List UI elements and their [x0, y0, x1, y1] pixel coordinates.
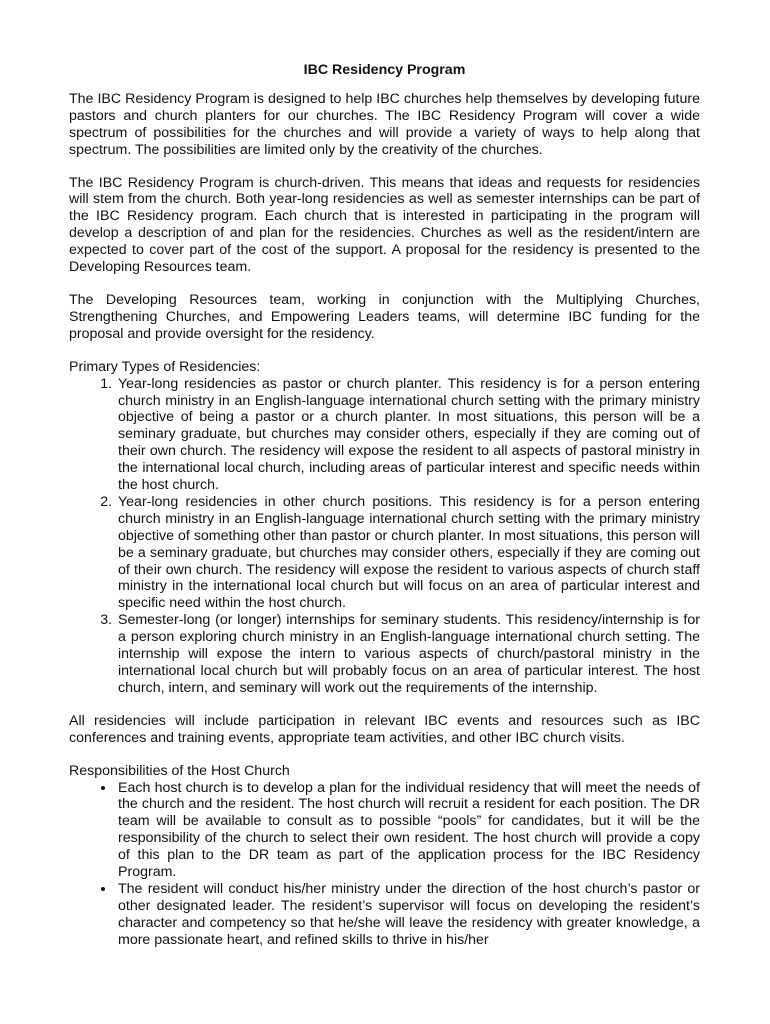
host-church-item: • The resident will conduct his/her ministry under the direction of the host church’s pastor or other designated leader. The resident’s supervisor will focus on developing the resident’s character and competency so that he/she will leave the residency with greater knowledge, a more passionate heart, and refined skills to thrive in his/her	[116, 881, 700, 949]
residency-type-item: 3. Semester-long (or longer) internships for seminary students. This residency/internship is for a person exploring church ministry in an English-language international church setting. The internship will expose the intern to various aspects of church/pastoral ministry in the international local church but will probably focus on an area of particular interest. The host church, intern, and seminary will work out the requirements of the internship.	[116, 612, 700, 697]
host-church-item: • Each host church is to develop a plan for the individual residency that will meet the needs of the church and the resident. The host church will recruit a resident for each position. The DR team will be available to consult as to possible “pools” for candidates, but it will be the responsibility of the church to select their own resident. The host church will provide a copy of this plan to the DR team as part of the application process for the IBC Residency Program.	[116, 780, 700, 881]
church-driven-paragraph: The IBC Residency Program is church-driven. This means that ideas and requests for residencies will stem from the church. Both year-long residencies as well as semester internships can be part of the IBC Residency program. Each church that is interested in participating in the program will develop a description of and plan for the residencies. Churches as well as the resident/intern are expected to cover part of the cost of the support. A proposal for the residency is presented to the Developing Resources team.	[69, 174, 700, 276]
residency-type-item: 2. Year-long residencies in other church positions. This residency is for a person entering church ministry in an English-language international church setting with the primary ministry objective of something other than pastor or church planter. In most situations, this person will be a seminary graduate, but churches may consider others, especially if they are coming out of their own church. The residency will expose the resident to various aspects of church staff ministry in the international local church but will focus on an area of particular interest and specific need within the host church.	[116, 494, 700, 612]
document-page	[69, 62, 700, 949]
intro-paragraph: The IBC Residency Program is designed to help IBC churches help themselves by developing future pastors and church planters for our churches. The IBC Residency Program will cover a wide spectrum of possibilities for the churches and will provide a variety of ways to help along that spectrum. The possibilities are limited only by the creativity of the churches.	[69, 90, 700, 158]
residency-types-heading: Primary Types of Residencies:	[69, 358, 261, 375]
events-paragraph: All residencies will include participation in relevant IBC events and resources such as IBC conferences and training events, appropriate team activities, and other IBC church visits.	[69, 712, 700, 746]
developing-resources-paragraph: The Developing Resources team, working in conjunction with the Multiplying Churches, Strengthening Churches, and Empowering Leaders teams, will determine IBC funding for the proposal and provide oversight for the residency.	[69, 291, 700, 342]
host-church-list	[69, 780, 700, 949]
host-church-heading: Responsibilities of the Host Church	[69, 762, 290, 779]
residency-type-item: 1. Year-long residencies as pastor or church planter. This residency is for a person entering church ministry in an English-language international church setting with the primary ministry objective of being a pastor or a church planter. In most situations, this person will be a seminary graduate, but churches may consider others, especially if they are coming out of their own church. The residency will expose the resident to all aspects of pastoral ministry in the international local church, including areas of particular interest and specific needs within the host church.	[116, 376, 700, 494]
document-title: IBC Residency Program	[303, 62, 466, 78]
residency-types-list	[69, 376, 700, 697]
